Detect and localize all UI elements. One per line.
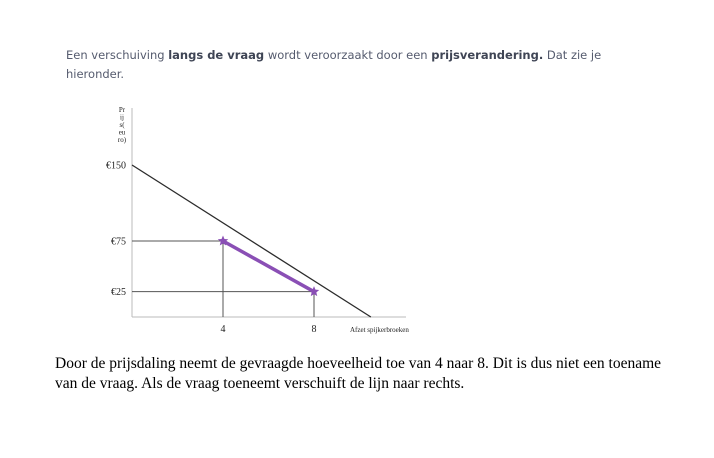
y-tick-label-2: €75: [111, 236, 126, 248]
movement-arrow: [223, 241, 314, 292]
intro-bold-1: langs de vraag: [168, 48, 265, 62]
y-axis-label-text: Pr ij s( eu ro): [117, 106, 127, 144]
tick-labels: [106, 161, 409, 335]
x-tick-label-2: 8: [311, 324, 317, 335]
intro-bold-2: prijsverandering.: [431, 48, 544, 62]
intro-part-3: Dat zie je hieronder.: [66, 48, 602, 81]
x-tick-label-1: 4: [220, 324, 226, 335]
chart-axes: [132, 108, 406, 317]
guide-lines: [132, 241, 314, 317]
y-tick-label-3: €25: [111, 287, 126, 299]
intro-part-2: wordt veroorzaakt door een: [264, 48, 432, 62]
movement-group: [218, 236, 319, 297]
y-tick-label-1: €150: [106, 160, 126, 172]
caption-text: Door de prijsdaling neemt de gevraagde hoeveelheid toe van 4 naar 8. Dit is dus niet een toename van de vraag. Als de vraag toeneemt verschuift de lijn naar rechts.: [55, 355, 662, 392]
y-axis-label: [118, 106, 127, 144]
intro-part-1: Een verschuiving: [66, 48, 169, 62]
x-axis-label: Afzet spijkerbroeken: [350, 326, 409, 334]
